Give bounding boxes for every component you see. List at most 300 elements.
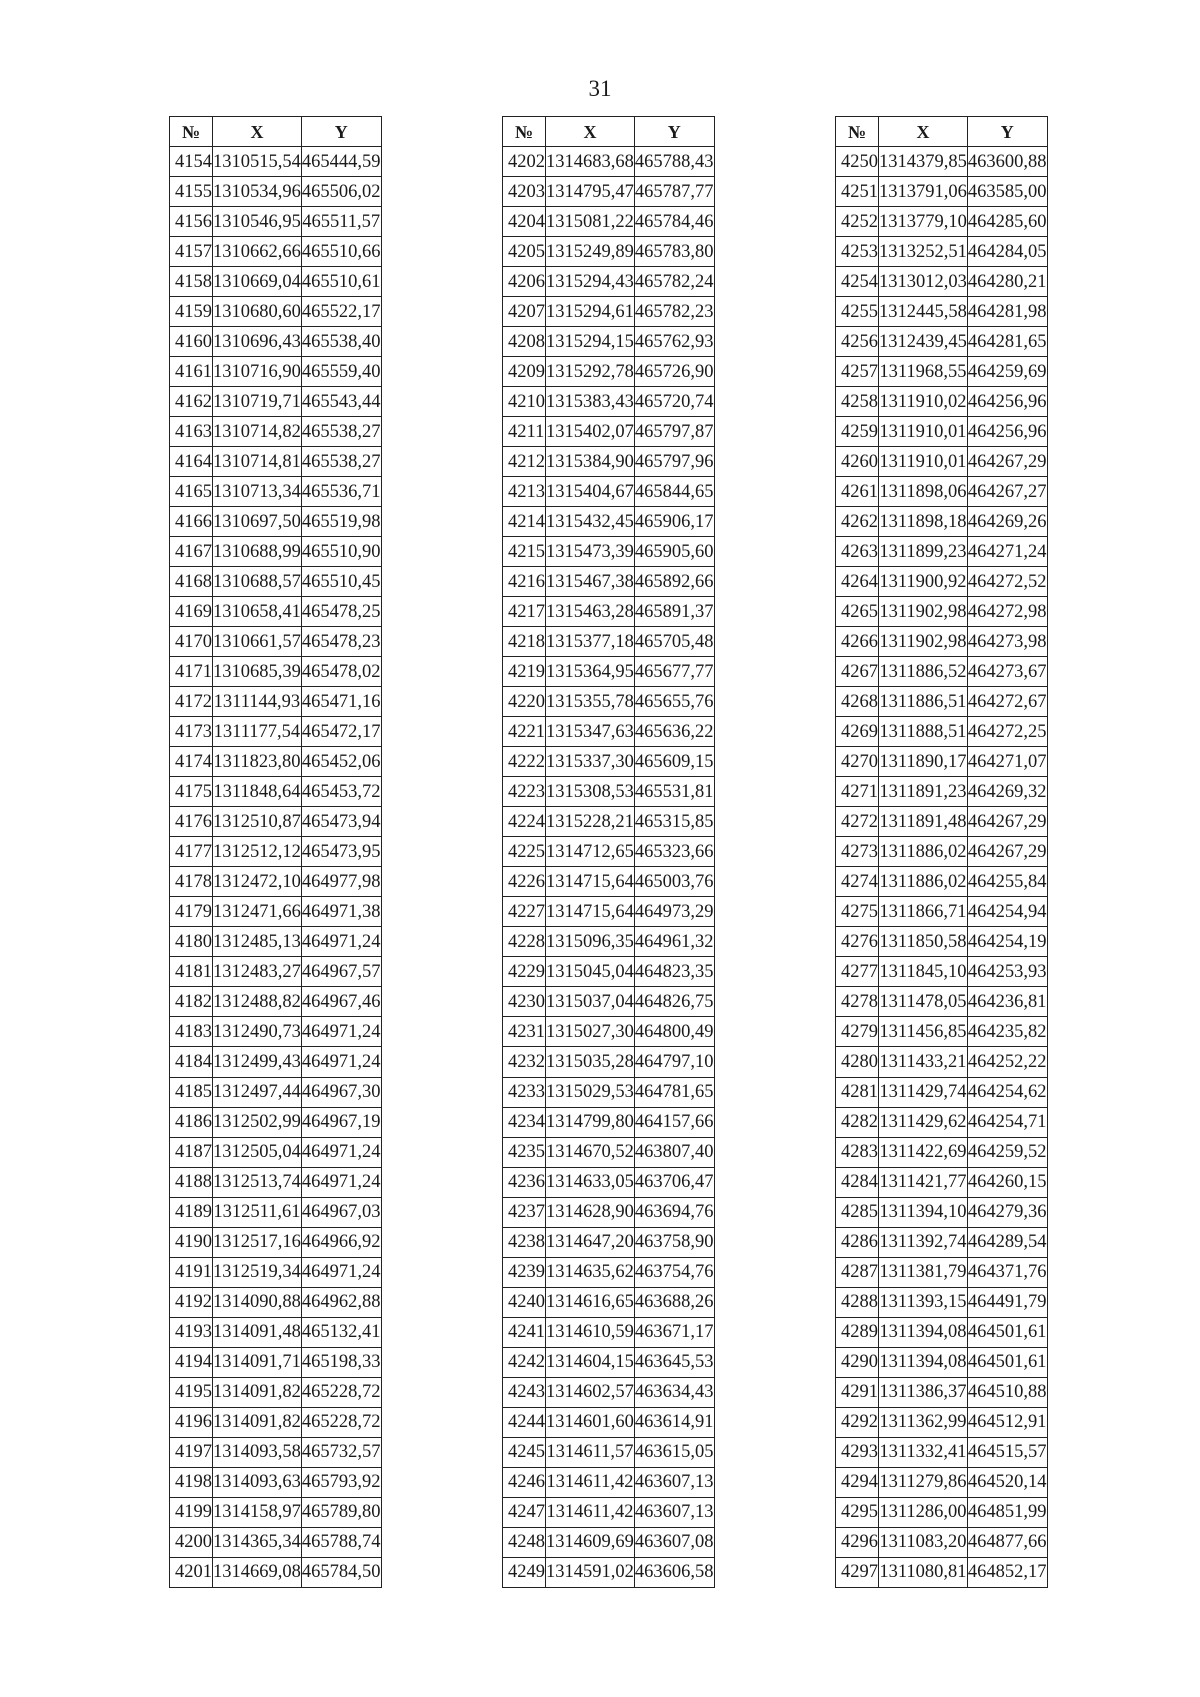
table-row: [170, 957, 382, 987]
point-number: 4275: [836, 897, 879, 927]
point-number: 4276: [836, 927, 879, 957]
point-number: 4255: [836, 297, 879, 327]
y-coordinate: 464285,60: [967, 207, 1047, 237]
y-coordinate: 465531,81: [634, 777, 714, 807]
x-coordinate: 1310685,39: [213, 657, 302, 687]
y-coordinate: 465003,76: [634, 867, 714, 897]
y-coordinate: 464971,24: [301, 927, 381, 957]
y-coordinate: 464259,52: [967, 1137, 1047, 1167]
y-coordinate: 464279,36: [967, 1197, 1047, 1227]
table-row: [503, 417, 715, 447]
point-number: 4293: [836, 1437, 879, 1467]
table-row: [503, 657, 715, 687]
point-number: 4258: [836, 387, 879, 417]
table-row: [503, 387, 715, 417]
point-number: 4173: [170, 717, 213, 747]
table-row: [836, 147, 1048, 177]
table-row: [170, 207, 382, 237]
point-number: 4199: [170, 1497, 213, 1527]
y-coordinate: 464254,71: [967, 1107, 1047, 1137]
coordinate-table-2: [502, 116, 715, 1588]
x-coordinate: 1315404,67: [546, 477, 635, 507]
point-number: 4195: [170, 1377, 213, 1407]
x-coordinate: 1311898,18: [879, 507, 968, 537]
x-coordinate: 1314093,58: [213, 1437, 302, 1467]
table-row: [836, 897, 1048, 927]
table-row: [836, 987, 1048, 1017]
x-coordinate: 1314611,42: [546, 1497, 635, 1527]
y-coordinate: 464272,52: [967, 567, 1047, 597]
table-row: [503, 1317, 715, 1347]
y-coordinate: 464971,24: [301, 1047, 381, 1077]
point-number: 4183: [170, 1017, 213, 1047]
x-coordinate: 1312497,44: [213, 1077, 302, 1107]
x-coordinate: 1311891,48: [879, 807, 968, 837]
y-coordinate: 465797,87: [634, 417, 714, 447]
point-number: 4264: [836, 567, 879, 597]
x-coordinate: 1315384,90: [546, 447, 635, 477]
y-coordinate: 464962,88: [301, 1287, 381, 1317]
point-number: 4296: [836, 1527, 879, 1557]
x-coordinate: 1311394,08: [879, 1347, 968, 1377]
point-number: 4218: [503, 627, 546, 657]
point-number: 4164: [170, 447, 213, 477]
table-row: [170, 1167, 382, 1197]
y-coordinate: 465844,65: [634, 477, 714, 507]
table-row: [503, 1437, 715, 1467]
x-coordinate: 1315337,30: [546, 747, 635, 777]
x-coordinate: 1311286,00: [879, 1497, 968, 1527]
x-coordinate: 1311850,58: [879, 927, 968, 957]
y-coordinate: 464273,67: [967, 657, 1047, 687]
point-number: 4273: [836, 837, 879, 867]
table-row: [503, 1197, 715, 1227]
point-number: 4184: [170, 1047, 213, 1077]
y-coordinate: 464966,92: [301, 1227, 381, 1257]
y-coordinate: 465655,76: [634, 687, 714, 717]
y-coordinate: 464259,69: [967, 357, 1047, 387]
y-coordinate: 464971,24: [301, 1017, 381, 1047]
table-row: [170, 837, 382, 867]
table-row: [503, 837, 715, 867]
point-number: 4277: [836, 957, 879, 987]
table-row: [836, 537, 1048, 567]
point-number: 4196: [170, 1407, 213, 1437]
point-number: 4290: [836, 1347, 879, 1377]
x-coordinate: 1315249,89: [546, 237, 635, 267]
y-coordinate: 465228,72: [301, 1407, 381, 1437]
x-coordinate: 1311899,23: [879, 537, 968, 567]
x-coordinate: 1312483,27: [213, 957, 302, 987]
y-coordinate: 465510,61: [301, 267, 381, 297]
table-header-row: [836, 117, 1048, 147]
point-number: 4278: [836, 987, 879, 1017]
point-number: 4259: [836, 417, 879, 447]
y-coordinate: 463645,53: [634, 1347, 714, 1377]
table-row: [503, 807, 715, 837]
point-number: 4294: [836, 1467, 879, 1497]
point-number: 4260: [836, 447, 879, 477]
point-number: 4207: [503, 297, 546, 327]
y-coordinate: 464491,79: [967, 1287, 1047, 1317]
y-coordinate: 464267,29: [967, 837, 1047, 867]
point-number: 4156: [170, 207, 213, 237]
y-coordinate: 464971,24: [301, 1167, 381, 1197]
table-row: [503, 1107, 715, 1137]
y-coordinate: 465538,27: [301, 417, 381, 447]
x-coordinate: 1311381,79: [879, 1257, 968, 1287]
point-number: 4291: [836, 1377, 879, 1407]
header-y: Y: [634, 117, 714, 147]
x-coordinate: 1311422,69: [879, 1137, 968, 1167]
table-row: [836, 777, 1048, 807]
x-coordinate: 1311478,05: [879, 987, 968, 1017]
table-row: [170, 987, 382, 1017]
y-coordinate: 464781,65: [634, 1077, 714, 1107]
y-coordinate: 465473,94: [301, 807, 381, 837]
point-number: 4181: [170, 957, 213, 987]
point-number: 4232: [503, 1047, 546, 1077]
x-coordinate: 1314090,88: [213, 1287, 302, 1317]
y-coordinate: 465788,43: [634, 147, 714, 177]
y-coordinate: 465472,17: [301, 717, 381, 747]
y-coordinate: 465906,17: [634, 507, 714, 537]
x-coordinate: 1311429,62: [879, 1107, 968, 1137]
header-number: №: [170, 117, 213, 147]
y-coordinate: 465511,57: [301, 207, 381, 237]
table-row: [170, 1407, 382, 1437]
y-coordinate: 465471,16: [301, 687, 381, 717]
point-number: 4179: [170, 897, 213, 927]
x-coordinate: 1311910,02: [879, 387, 968, 417]
table-row: [836, 1437, 1048, 1467]
table-row: [836, 567, 1048, 597]
y-coordinate: 465478,23: [301, 627, 381, 657]
table-row: [836, 297, 1048, 327]
table-row: [503, 537, 715, 567]
y-coordinate: 465478,02: [301, 657, 381, 687]
point-number: 4287: [836, 1257, 879, 1287]
table-row: [503, 687, 715, 717]
x-coordinate: 1315037,04: [546, 987, 635, 1017]
table-row: [503, 1347, 715, 1377]
x-coordinate: 1312519,34: [213, 1257, 302, 1287]
x-coordinate: 1314591,02: [546, 1557, 635, 1587]
table-row: [170, 477, 382, 507]
x-coordinate: 1314365,34: [213, 1527, 302, 1557]
table-row: [170, 687, 382, 717]
table-row: [503, 1497, 715, 1527]
point-number: 4239: [503, 1257, 546, 1287]
x-coordinate: 1314609,69: [546, 1527, 635, 1557]
y-coordinate: 464826,75: [634, 987, 714, 1017]
x-coordinate: 1312502,99: [213, 1107, 302, 1137]
x-coordinate: 1310688,57: [213, 567, 302, 597]
y-coordinate: 464267,27: [967, 477, 1047, 507]
x-coordinate: 1311886,52: [879, 657, 968, 687]
x-coordinate: 1310697,50: [213, 507, 302, 537]
point-number: 4268: [836, 687, 879, 717]
table-row: [170, 807, 382, 837]
table-row: [836, 1407, 1048, 1437]
y-coordinate: 464254,19: [967, 927, 1047, 957]
x-coordinate: 1314091,48: [213, 1317, 302, 1347]
point-number: 4226: [503, 867, 546, 897]
x-coordinate: 1315383,43: [546, 387, 635, 417]
y-coordinate: 465726,90: [634, 357, 714, 387]
y-coordinate: 465478,25: [301, 597, 381, 627]
x-coordinate: 1311279,86: [879, 1467, 968, 1497]
x-coordinate: 1310680,60: [213, 297, 302, 327]
x-coordinate: 1311900,92: [879, 567, 968, 597]
y-coordinate: 464961,32: [634, 927, 714, 957]
point-number: 4230: [503, 987, 546, 1017]
point-number: 4189: [170, 1197, 213, 1227]
x-coordinate: 1311845,10: [879, 957, 968, 987]
point-number: 4279: [836, 1017, 879, 1047]
point-number: 4225: [503, 837, 546, 867]
table-row: [170, 627, 382, 657]
table-row: [170, 1347, 382, 1377]
table-row: [170, 1497, 382, 1527]
x-coordinate: 1312439,45: [879, 327, 968, 357]
table-row: [170, 717, 382, 747]
y-coordinate: 465473,95: [301, 837, 381, 867]
y-coordinate: 464851,99: [967, 1497, 1047, 1527]
point-number: 4282: [836, 1107, 879, 1137]
table-row: [170, 417, 382, 447]
table-row: [170, 1257, 382, 1287]
header-number: №: [836, 117, 879, 147]
x-coordinate: 1311393,15: [879, 1287, 968, 1317]
table-row: [836, 1017, 1048, 1047]
table-row: [503, 867, 715, 897]
table-row: [503, 897, 715, 927]
table-row: [503, 177, 715, 207]
x-coordinate: 1311898,06: [879, 477, 968, 507]
table-row: [836, 1137, 1048, 1167]
table-row: [836, 1227, 1048, 1257]
x-coordinate: 1314611,42: [546, 1467, 635, 1497]
point-number: 4240: [503, 1287, 546, 1317]
point-number: 4297: [836, 1557, 879, 1587]
x-coordinate: 1313012,03: [879, 267, 968, 297]
point-number: 4270: [836, 747, 879, 777]
x-coordinate: 1310688,99: [213, 537, 302, 567]
x-coordinate: 1311823,80: [213, 747, 302, 777]
x-coordinate: 1314091,82: [213, 1407, 302, 1437]
y-coordinate: 464877,66: [967, 1527, 1047, 1557]
page-number: 31: [588, 76, 612, 101]
y-coordinate: 464371,76: [967, 1257, 1047, 1287]
point-number: 4177: [170, 837, 213, 867]
point-number: 4249: [503, 1557, 546, 1587]
table-row: [170, 1287, 382, 1317]
table-row: [170, 387, 382, 417]
x-coordinate: 1313779,10: [879, 207, 968, 237]
coordinate-table-3: [835, 116, 1048, 1588]
y-coordinate: 465559,40: [301, 357, 381, 387]
y-coordinate: 464260,15: [967, 1167, 1047, 1197]
y-coordinate: 464272,98: [967, 597, 1047, 627]
y-coordinate: 464967,57: [301, 957, 381, 987]
table-row: [170, 537, 382, 567]
table-row: [503, 327, 715, 357]
point-number: 4286: [836, 1227, 879, 1257]
point-number: 4288: [836, 1287, 879, 1317]
y-coordinate: 463607,13: [634, 1467, 714, 1497]
point-number: 4192: [170, 1287, 213, 1317]
x-coordinate: 1312471,66: [213, 897, 302, 927]
point-number: 4198: [170, 1467, 213, 1497]
y-coordinate: 465609,15: [634, 747, 714, 777]
table-row: [170, 267, 382, 297]
table-row: [170, 777, 382, 807]
x-coordinate: 1315096,35: [546, 927, 635, 957]
point-number: 4295: [836, 1497, 879, 1527]
table-row: [836, 747, 1048, 777]
x-coordinate: 1311902,98: [879, 597, 968, 627]
point-number: 4289: [836, 1317, 879, 1347]
y-coordinate: 463615,05: [634, 1437, 714, 1467]
table-row: [503, 147, 715, 177]
point-number: 4187: [170, 1137, 213, 1167]
point-number: 4229: [503, 957, 546, 987]
table-row: [170, 897, 382, 927]
table-row: [503, 1257, 715, 1287]
table-row: [836, 447, 1048, 477]
y-coordinate: 464967,03: [301, 1197, 381, 1227]
y-coordinate: 464967,46: [301, 987, 381, 1017]
y-coordinate: 465783,80: [634, 237, 714, 267]
x-coordinate: 1310658,41: [213, 597, 302, 627]
x-coordinate: 1311886,02: [879, 867, 968, 897]
y-coordinate: 463634,43: [634, 1377, 714, 1407]
x-coordinate: 1314091,71: [213, 1347, 302, 1377]
y-coordinate: 464823,35: [634, 957, 714, 987]
x-coordinate: 1314604,15: [546, 1347, 635, 1377]
point-number: 4216: [503, 567, 546, 597]
point-number: 4203: [503, 177, 546, 207]
y-coordinate: 464280,21: [967, 267, 1047, 297]
y-coordinate: 464256,96: [967, 417, 1047, 447]
point-number: 4190: [170, 1227, 213, 1257]
header-y: Y: [967, 117, 1047, 147]
x-coordinate: 1313791,06: [879, 177, 968, 207]
x-coordinate: 1312472,10: [213, 867, 302, 897]
table-row: [503, 1407, 715, 1437]
x-coordinate: 1315355,78: [546, 687, 635, 717]
y-coordinate: 464256,96: [967, 387, 1047, 417]
y-coordinate: 464977,98: [301, 867, 381, 897]
point-number: 4267: [836, 657, 879, 687]
table-row: [503, 1047, 715, 1077]
x-coordinate: 1314616,65: [546, 1287, 635, 1317]
point-number: 4244: [503, 1407, 546, 1437]
point-number: 4185: [170, 1077, 213, 1107]
y-coordinate: 465762,93: [634, 327, 714, 357]
point-number: 4228: [503, 927, 546, 957]
table-row: [503, 957, 715, 987]
x-coordinate: 1313252,51: [879, 237, 968, 267]
y-coordinate: 464515,57: [967, 1437, 1047, 1467]
table-row: [170, 357, 382, 387]
x-coordinate: 1311888,51: [879, 717, 968, 747]
point-number: 4188: [170, 1167, 213, 1197]
y-coordinate: 465789,80: [301, 1497, 381, 1527]
table-row: [503, 1227, 715, 1257]
y-coordinate: 463706,47: [634, 1167, 714, 1197]
point-number: 4194: [170, 1347, 213, 1377]
x-coordinate: 1315467,38: [546, 567, 635, 597]
point-number: 4178: [170, 867, 213, 897]
y-coordinate: 465705,48: [634, 627, 714, 657]
y-coordinate: 465315,85: [634, 807, 714, 837]
x-coordinate: 1311890,17: [879, 747, 968, 777]
y-coordinate: 464236,81: [967, 987, 1047, 1017]
point-number: 4233: [503, 1077, 546, 1107]
x-coordinate: 1312488,82: [213, 987, 302, 1017]
x-coordinate: 1314601,60: [546, 1407, 635, 1437]
y-coordinate: 465720,74: [634, 387, 714, 417]
table-row: [503, 597, 715, 627]
table-row: [836, 1077, 1048, 1107]
point-number: 4245: [503, 1437, 546, 1467]
table-row: [836, 207, 1048, 237]
table-row: [503, 1137, 715, 1167]
x-coordinate: 1314158,97: [213, 1497, 302, 1527]
table-row: [170, 1017, 382, 1047]
table-row: [836, 1047, 1048, 1077]
x-coordinate: 1314715,64: [546, 867, 635, 897]
point-number: 4265: [836, 597, 879, 627]
point-number: 4272: [836, 807, 879, 837]
y-coordinate: 464520,14: [967, 1467, 1047, 1497]
point-number: 4269: [836, 717, 879, 747]
x-coordinate: 1311394,08: [879, 1317, 968, 1347]
point-number: 4217: [503, 597, 546, 627]
table-row: [503, 567, 715, 597]
point-number: 4281: [836, 1077, 879, 1107]
x-coordinate: 1314091,82: [213, 1377, 302, 1407]
x-coordinate: 1311891,23: [879, 777, 968, 807]
point-number: 4158: [170, 267, 213, 297]
y-coordinate: 464501,61: [967, 1317, 1047, 1347]
x-coordinate: 1312499,43: [213, 1047, 302, 1077]
table-row: [170, 1377, 382, 1407]
point-number: 4204: [503, 207, 546, 237]
point-number: 4167: [170, 537, 213, 567]
point-number: 4284: [836, 1167, 879, 1197]
y-coordinate: 465538,27: [301, 447, 381, 477]
x-coordinate: 1310515,54: [213, 147, 302, 177]
point-number: 4237: [503, 1197, 546, 1227]
y-coordinate: 465543,44: [301, 387, 381, 417]
point-number: 4251: [836, 177, 879, 207]
y-coordinate: 464971,38: [301, 897, 381, 927]
y-coordinate: 465522,17: [301, 297, 381, 327]
x-coordinate: 1314683,68: [546, 147, 635, 177]
table-row: [170, 507, 382, 537]
point-number: 4221: [503, 717, 546, 747]
table-row: [503, 267, 715, 297]
y-coordinate: 464971,24: [301, 1257, 381, 1287]
x-coordinate: 1314635,62: [546, 1257, 635, 1287]
point-number: 4168: [170, 567, 213, 597]
point-number: 4211: [503, 417, 546, 447]
x-coordinate: 1311968,55: [879, 357, 968, 387]
point-number: 4262: [836, 507, 879, 537]
